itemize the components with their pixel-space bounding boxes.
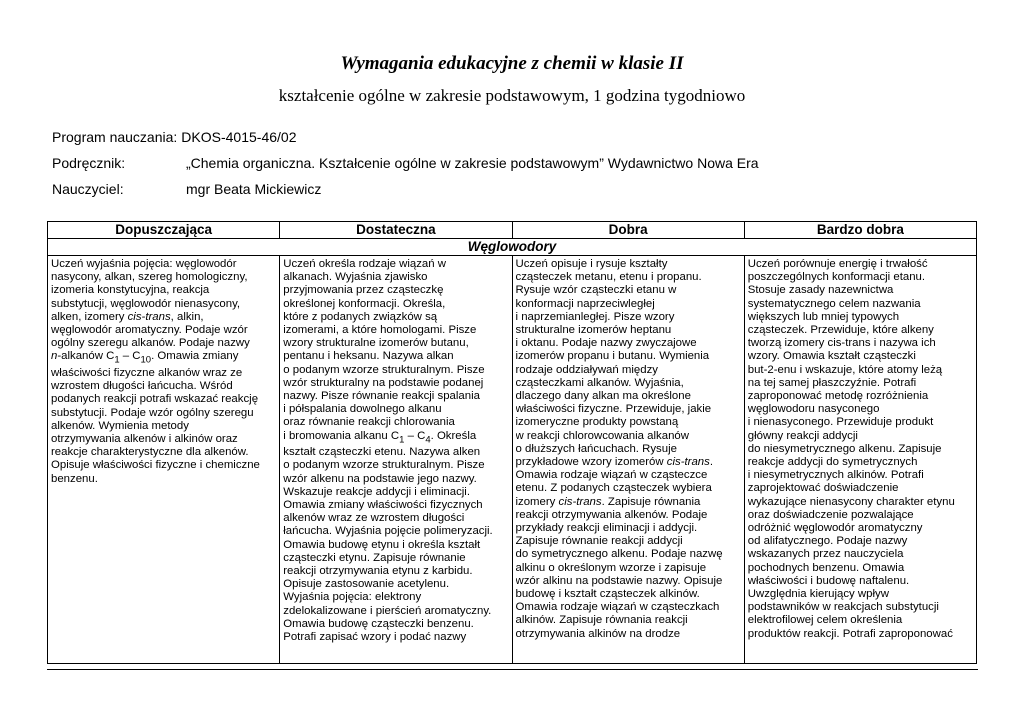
text-line: benzenu.: [51, 472, 98, 485]
text-line: zdelokalizowane i pierścień aromatyczny.: [283, 604, 492, 617]
text-line: o dłuższych łańcuchach. Rysuje: [515, 442, 677, 455]
cell-dopuszczajaca: [48, 256, 280, 664]
text-line: od alifatycznego. Podaje nazwy: [747, 535, 908, 548]
text-line: i nienasyconego. Przewiduje produkt: [747, 416, 934, 429]
text-line: alkinu o określonym wzorze i zapisuje: [515, 561, 707, 574]
text-line: substytucji, węglowodór nienasycony,: [51, 297, 241, 310]
text-line: wykazujące nienasycony charakter etynu: [747, 495, 955, 508]
text-line: izomerami, a które homologami. Pisze: [283, 324, 477, 337]
text-line: i oktanu. Podaje nazwy zwyczajowe: [515, 337, 697, 350]
text-line: Stosuje zasady nazewnictwa: [747, 284, 894, 297]
text-line: o podanym wzorze strukturalnym. Pisze: [283, 363, 485, 376]
text-line: otrzymywania alkinów na drodze: [515, 627, 681, 640]
text-line: but-2-enu i wskazuje, które atomy leżą: [747, 363, 943, 376]
text-line: reakcje addycji do symetrycznych: [747, 456, 918, 469]
text-line: dlaczego dany alkan ma określone: [515, 390, 691, 403]
text-line: rodzaje oddziaływań między: [515, 363, 658, 376]
program-label: Program nauczania:: [52, 129, 178, 145]
text-line: które z podanych związków są: [283, 310, 438, 323]
text-line: alkanach. Wyjaśnia zjawisko: [283, 271, 428, 284]
text-line: Potrafi zapisać wzory i podać nazwy: [283, 630, 467, 643]
text-line: pochodnych benzenu. Omawia: [747, 561, 905, 574]
text-line: n-alkanów $C_1 - C_{10}$. Omawia zmiany: [51, 350, 239, 366]
text-line: Opisuje właściwości fizyczne i chemiczne: [51, 459, 260, 472]
text-line: Wyjaśnia pojęcia: elektrony: [283, 591, 422, 604]
text-line: reakcje charakterystyczne dla alkenów.: [51, 446, 249, 459]
text-line: cząsteczek. Przewiduje, które alkeny: [747, 324, 934, 337]
text-line: wzór alkinu na podstawie nazwy. Opisuje: [515, 574, 723, 587]
text-line: łańcucha. Wyjaśnia pojęcie polimeryzacji.: [283, 525, 493, 538]
text-line: alken, izomery cis-trans, alkin,: [51, 310, 204, 323]
text-line: Uwzględnia kierujący wpływ: [747, 588, 889, 601]
header-dobra: Dobra: [512, 222, 744, 239]
text-line: wzór alkenu na podstawie jego nazwy.: [283, 472, 477, 485]
text-line: i niesymetrycznych alkinów. Potrafi: [747, 469, 924, 482]
textbook-label: Podręcznik:: [52, 155, 126, 171]
cell-dostateczna: [280, 256, 512, 664]
text-line: zaproponować metodę rozróżnienia: [747, 390, 929, 403]
text-line: Uczeń wyjaśnia pojęcia: węglowodór: [51, 258, 237, 270]
text-line: do niesymetrycznego alkenu. Zapisuje: [747, 442, 942, 455]
text-line: etenu. Z podanych cząsteczek wybiera: [515, 482, 712, 495]
text-line: właściwości i budowę naftalenu.: [747, 574, 910, 587]
text-line: elektrofilowej celem określenia: [747, 614, 903, 627]
text-line: wzory strukturalne izomerów butanu,: [283, 337, 469, 350]
text-line: i bromowania alkanu $C_1 - C_4$. Określa: [283, 429, 477, 445]
text-line: określonej konformacji. Określa,: [283, 297, 446, 310]
text-line: odróżnić węglowodór aromatyczny: [747, 522, 923, 535]
requirements-table: [47, 221, 977, 664]
text-line: węglowodoru nasyconego: [747, 403, 880, 416]
header-bardzo-dobra: Bardzo dobra: [744, 222, 976, 239]
teacher-value: mgr Beata Mickiewicz: [186, 181, 322, 197]
text-line: oraz doświadczenie pozwalające: [747, 508, 914, 521]
text-line: w reakcji chlorowcowania alkanów: [515, 429, 689, 442]
text-line: wzór strukturalny na podstawie podanej: [283, 376, 484, 389]
text-line: podanych reakcji potrafi wskazać reakcję: [51, 393, 259, 406]
text-line: alkinów. Zapisuje równania reakcji: [515, 614, 688, 627]
text-line: Omawia budowę etynu i określa kształt: [283, 538, 481, 551]
text-line: Wskazuje reakcje addycji i eliminacji.: [283, 485, 470, 498]
header-dopuszczajaca: Dopuszczająca: [48, 222, 280, 239]
text-line: kształt cząsteczki etenu. Nazywa alken: [283, 446, 481, 459]
text-line: strukturalne izomerów heptanu: [515, 324, 672, 337]
text-line: izomeryczne produkty powstaną: [515, 416, 679, 429]
text-line: podstawników w reakcjach substytucji: [747, 601, 939, 614]
text-line: cząsteczkami alkanów. Wyjaśnia,: [515, 376, 684, 389]
text-line: Omawia budowę cząsteczki benzenu.: [283, 617, 474, 630]
text-line: właściwości fizyczne. Przewiduje, jakie: [515, 403, 712, 416]
section-title: Węglowodory: [48, 239, 977, 256]
document-title: Wymagania edukacyjne z chemii w klasie II: [340, 53, 684, 74]
text-line: cząsteczek metanu, etenu i propanu.: [515, 271, 702, 284]
header-dostateczna: Dostateczna: [280, 222, 512, 239]
text-line: przyjmowania przez cząsteczkę: [283, 284, 444, 297]
text-line: Omawia zmiany właściwości fizycznych: [283, 498, 483, 511]
text-line: Uczeń porównuje energię i trwałość: [747, 258, 928, 270]
page-cutoff-line: [47, 669, 978, 670]
text-line: tworzą izomery cis-trans i nazywa ich: [747, 337, 936, 350]
text-line: oraz równanie reakcji chlorowania: [283, 416, 455, 429]
text-line: konformacji naprzeciwległej: [515, 297, 655, 310]
text-line: otrzymywania alkenów i alkinów oraz: [51, 432, 238, 445]
cell-bardzo-dobra: [744, 256, 976, 664]
text-line: węglowodór aromatyczny. Podaje wzór: [51, 324, 248, 337]
text-line: i naprzemianległej. Pisze wzory: [515, 310, 675, 323]
text-line: większych lub mniej typowych: [747, 310, 900, 323]
text-line: Omawia rodzaje wiązań w cząsteczce: [515, 469, 708, 482]
text-line: główny reakcji addycji: [747, 429, 858, 442]
text-line: i półspalania dowolnego alkanu: [283, 403, 442, 416]
text-line: Opisuje zastosowanie acetylenu.: [283, 578, 450, 591]
text-line: wzrostem długości łańcucha. Wśród: [51, 380, 233, 393]
text-line: substytucji. Podaje wzór ogólny szeregu: [51, 406, 254, 419]
text-line: nasycony, alkan, szereg homologiczny,: [51, 271, 248, 284]
text-line: Omawia rodzaje wiązań w cząsteczkach: [515, 601, 720, 614]
text-line: poszczególnych konformacji etanu.: [747, 271, 926, 284]
teacher-label: Nauczyciel:: [52, 181, 124, 197]
text-line: alkenów wraz ze wzrostem długości: [283, 512, 465, 525]
text-line: Uczeń opisuje i rysuje kształty: [515, 258, 668, 270]
document-subtitle: kształcenie ogólne w zakresie podstawowym, 1 godzina tygodniowo: [278, 86, 746, 105]
text-line: izomery cis-trans. Zapisuje równania: [515, 495, 701, 508]
text-line: budowę i kształt cząsteczek alkinów.: [515, 588, 700, 601]
text-line: cząsteczki etynu. Zapisuje równanie: [283, 551, 466, 564]
program-value: DKOS-4015-46/02: [181, 129, 297, 145]
textbook-value: „Chemia organiczna. Kształcenie ogólne w zakresie podstawowym” Wydawnictwo Nowa Era: [186, 155, 759, 171]
text-line: pentanu i heksanu. Nazywa alkan: [283, 350, 454, 363]
text-line: przykładowe wzory izomerów cis-trans.: [515, 456, 714, 469]
text-line: zaprojektować doświadczenie: [747, 482, 899, 495]
text-line: reakcji otrzymywania alkenów. Podaje: [515, 508, 708, 521]
text-line: produktów reakcji. Potrafi zaproponować: [747, 627, 953, 640]
section-row: [48, 239, 977, 256]
cell-dobra: [512, 256, 744, 664]
text-line: Rysuje wzór cząsteczki etanu w: [515, 284, 677, 297]
text-line: do symetrycznego alkenu. Podaje nazwę: [515, 548, 723, 561]
text-line: nazwy. Pisze równanie reakcji spalania: [283, 390, 480, 403]
text-line: ogólny szeregu alkanów. Podaje nazwy: [51, 337, 250, 350]
text-line: wskazanych przez nauczyciela: [747, 548, 904, 561]
text-line: Uczeń określa rodzaje wiązań w: [283, 258, 446, 270]
text-line: izomerów propanu i butanu. Wymienia: [515, 350, 710, 363]
text-line: przykłady reakcji eliminacji i addycji.: [515, 522, 698, 535]
text-line: alkenów. Wymienia metody: [51, 419, 189, 432]
text-line: izomeria konstytucyjna, reakcja: [51, 284, 210, 297]
text-line: o podanym wzorze strukturalnym. Pisze: [283, 459, 485, 472]
text-line: na tej samej płaszczyźnie. Potrafi: [747, 376, 917, 389]
text-line: systematycznego celem nazwania: [747, 297, 921, 310]
textbook-row: [52, 155, 759, 171]
text-line: reakcji otrzymywania etynu z karbidu.: [283, 564, 473, 577]
text-line: wzory. Omawia kształt cząsteczki: [747, 350, 916, 363]
text-line: właściwości fizyczne alkanów wraz ze: [51, 366, 243, 379]
teacher-row: [52, 181, 322, 197]
table-row: [48, 256, 977, 664]
text-line: Zapisuje równanie reakcji addycji: [515, 535, 683, 548]
table-header-row: [48, 222, 977, 239]
program-row: [52, 129, 296, 145]
